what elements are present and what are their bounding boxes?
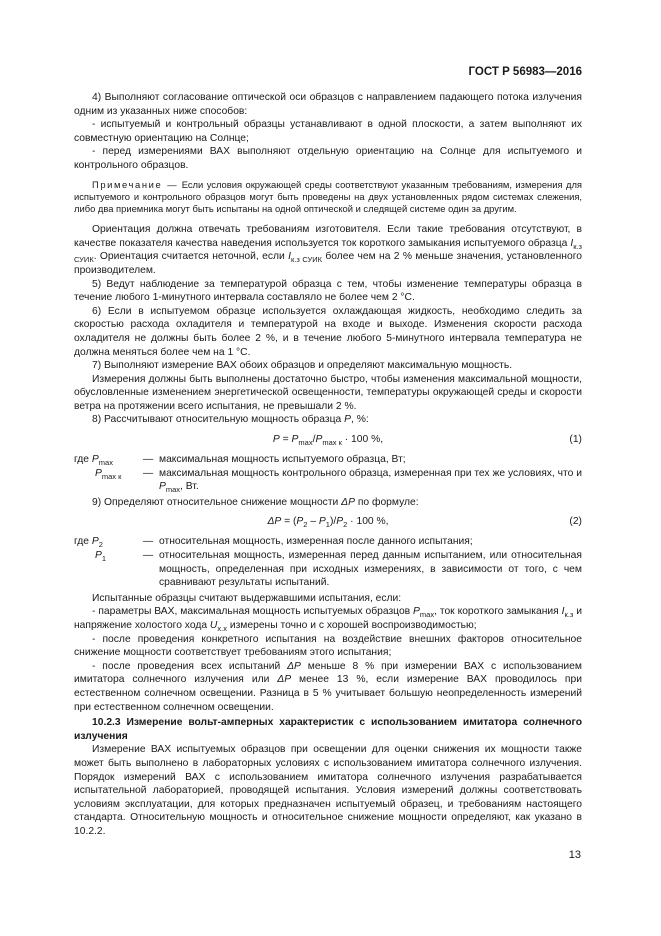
equation-1-number: (1) — [569, 434, 582, 446]
step-4-intro: 4) Выполняют согласование оптической оси образцов с направлением падающего потока излучения одним из указанных ниже способов: — [74, 92, 582, 117]
step-4-option-2: - перед измерениями ВАХ выполняют отдельную ориентацию на Солнце для испытуемого и контрольного образцов. — [74, 146, 582, 171]
equation-2-number: (2) — [569, 516, 582, 528]
pass-criterion-2: - после проведения конкретного испытания на воздействие внешних факторов относительное снижение мощности соответствует требованиям этого испытания; — [74, 633, 582, 659]
step-7-details: Измерения должны быть выполнены достаточно быстро, чтобы изменения максимальной мощности, обусловленные изменением энергетической освещенности, температуры окружающей среды и скорости ветра на протяжении всего испытания, не превышали 2 %. — [74, 373, 582, 412]
equation-2-definitions — [74, 535, 582, 589]
step-9: 9) Определяют относительное снижение мощности ΔP по формуле: — [92, 496, 419, 508]
document-header: ГОСТ Р 56983—2016 — [468, 66, 582, 78]
equation-2 — [74, 515, 582, 529]
note — [74, 179, 582, 216]
equation-1 — [74, 433, 582, 447]
definition-row: $P_{max к}$ — максимальная мощность контрольного образца, измеренная при тех же условиях, что и $P_{max}$, Вт. — [95, 467, 582, 495]
pass-criteria-intro: Испытанные образцы считают выдержавшими испытания, если: — [92, 592, 402, 604]
orientation-paragraph: Ориентация должна отвечать требованиям изготовителя. Если такие требования отсутствуют, в качестве показателя качества наведения используется ток короткого замыкания испытуемого образца $I_{к.з СУИК}$. Ориентация считается неточной, если $I_{к.з СУИК}$ более чем на 2 % меньше значения, установленного производителем. — [74, 224, 582, 276]
step-7: 7) Выполняют измерение ВАХ обоих образцов и определяют максимальную мощность. — [92, 360, 513, 372]
step-8: 8) Рассчитывают относительную мощность образца P, %: — [92, 414, 369, 426]
definition-row: $P_1$ — относительная мощность, измеренная перед данным испытанием, или относительная мощность, определенная при исходных измерениях, в зависимости от того, с чем сравнивают результаты испытаний. — [95, 550, 582, 589]
definition-row: где $P_{max}$ — максимальная мощность испытуемого образца, Вт; — [74, 454, 406, 468]
section-heading: 10.2.3 Измерение вольт-амперных характеристик с использованием имитатора солнечного излучения — [74, 717, 582, 742]
step-4-option-1: - испытуемый и контрольный образцы устанавливают в одной плоскости, а затем выполняют их совместную ориентацию на Солнце; — [74, 119, 582, 144]
page-number: 13 — [568, 849, 581, 861]
step-5: 5) Ведут наблюдение за температурой образца с тем, чтобы изменение температуры образца в течение любого 1-минутного интервала составляло не более чем 2 °С. — [74, 278, 582, 304]
definition-row: где $P_2$ — относительная мощность, измеренная после данного испытания; — [74, 536, 473, 550]
equation-2-body: $\Delta P = (P_2 - P_1)/P_2 \cdot 100$ %, — [267, 516, 389, 530]
equation-1-definitions — [74, 453, 582, 494]
note-text: Если условия окружающей среды соответствуют указанным требованиям, измерения для испытуемого и контрольного образцов могут быть проведены на двух установленных рядом системах слежения, либо два приемника могут быть испытаны на одной оптической и следящей системе один за другим. — [74, 178, 582, 214]
equation-1-body: $P = P_{max}/P_{max к} \cdot 100$ %, — [272, 434, 384, 448]
step-6: 6) Если в испытуемом образце используется охлаждающая жидкость, необходимо следить за скоростью расхода охладителя и температурой на входе и выходе. Изменения скорости расхода охладителя не должны быть более 2 %, и в течение любого 5-минутного интервала температура не должна меняться более чем на 1 °С. — [74, 305, 582, 358]
page-body — [74, 91, 582, 839]
pass-criterion-3: - после проведения всех испытаний ΔP меньше 8 % при измерении ВАХ с использованием имитатора солнечного излучения или ΔP менее 13 %, если измерение ВАХ проводилось при естественном солнечном освещении. Разница в 5 % учитывает большую неопределенность измерений при естественном солнечном освещении. — [74, 660, 582, 713]
pass-criterion-1: - параметры ВАХ, максимальная мощность испытуемых образцов $P_{max}$, ток короткого замыкания $I_{к.з}$ и напряжение холостого хода $U_{х.х}$ измерены точно и с хорошей воспроизводимостью; — [74, 606, 582, 634]
note-label: Примечание — — [92, 178, 179, 190]
section-body: Измерение ВАХ испытуемых образцов при освещении для оценки снижения их мощности также может быть выполнено в лабораторных условиях с использованием имитатора солнечного излучения. Порядок измерений ВАХ с использованием имитатора солнечного излучения разрабатывается испытательной лабораторией, проводящей испытания. Условия измерений должны соответствовать условиям эксплуатации, для которых предназначен испытуемый образец, и требованиям настоящего стандарта. Относительную мощность и относительное снижение мощности определяют, как указано в 10.2.2. — [74, 744, 582, 837]
